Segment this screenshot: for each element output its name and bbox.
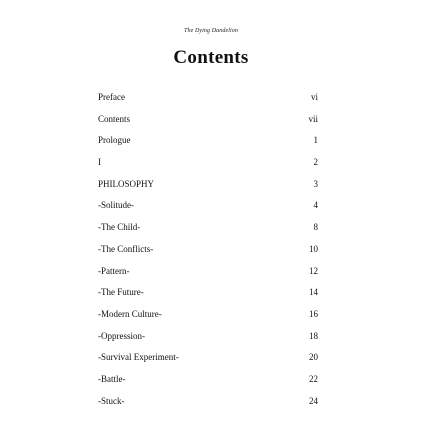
toc-entry (98, 200, 318, 222)
toc-entry-page: 1 (313, 135, 318, 146)
toc-entry (98, 222, 318, 244)
toc-entry-label: Preface (98, 92, 125, 102)
toc-entry-label: PHILOSOPHY (98, 178, 155, 189)
toc-entry (98, 331, 318, 353)
toc-entry (98, 244, 318, 266)
contents-heading: Contents (173, 47, 249, 68)
toc-list (98, 92, 318, 417)
toc-entry-label: -Oppression- (98, 330, 145, 341)
toc-entry-label: -Battle- (98, 373, 126, 384)
toc-entry-label: Contents (98, 113, 131, 124)
toc-entry (98, 92, 318, 114)
toc-entry-page: vii (308, 113, 318, 124)
toc-entry-page: 16 (309, 308, 318, 319)
toc-entry (98, 114, 318, 136)
toc-entry-label: -Solitude- (98, 200, 134, 211)
toc-entry-label: -The Future- (98, 287, 144, 298)
toc-entry-label: -Pattern- (98, 265, 130, 276)
toc-entry (98, 396, 318, 418)
toc-entry-page: 2 (313, 157, 318, 168)
toc-entry-label: Prologue (98, 135, 131, 146)
toc-entry-label: -Modern Culture- (98, 308, 162, 319)
toc-entry-label: -The Child- (98, 222, 141, 233)
toc-entry-page: 14 (309, 287, 318, 298)
toc-entry-page: vi (310, 92, 318, 102)
toc-entry-page: 3 (313, 178, 318, 189)
toc-entry-label: -Survival Experiment- (98, 352, 179, 363)
toc-entry (98, 157, 318, 179)
toc-entry (98, 352, 318, 374)
toc-entry-page: 20 (309, 352, 318, 363)
toc-entry-page: 18 (309, 330, 318, 341)
toc-entry-label: -Stuck- (98, 395, 125, 406)
toc-entry (98, 179, 318, 201)
toc-entry-page: 24 (309, 395, 318, 406)
toc-entry-page: 8 (313, 222, 318, 233)
toc-entry (98, 135, 318, 157)
toc-entry (98, 266, 318, 288)
toc-entry (98, 374, 318, 396)
running-title: The Dying Dandelion (184, 28, 238, 34)
toc-entry (98, 309, 318, 331)
toc-entry-page: 10 (309, 243, 318, 254)
toc-entry (98, 287, 318, 309)
toc-entry-page: 12 (309, 265, 318, 276)
toc-entry-label: I (98, 157, 101, 168)
toc-entry-page: 22 (309, 373, 318, 384)
toc-entry-label: -The Conflicts- (98, 243, 154, 254)
toc-entry-page: 4 (313, 200, 318, 211)
